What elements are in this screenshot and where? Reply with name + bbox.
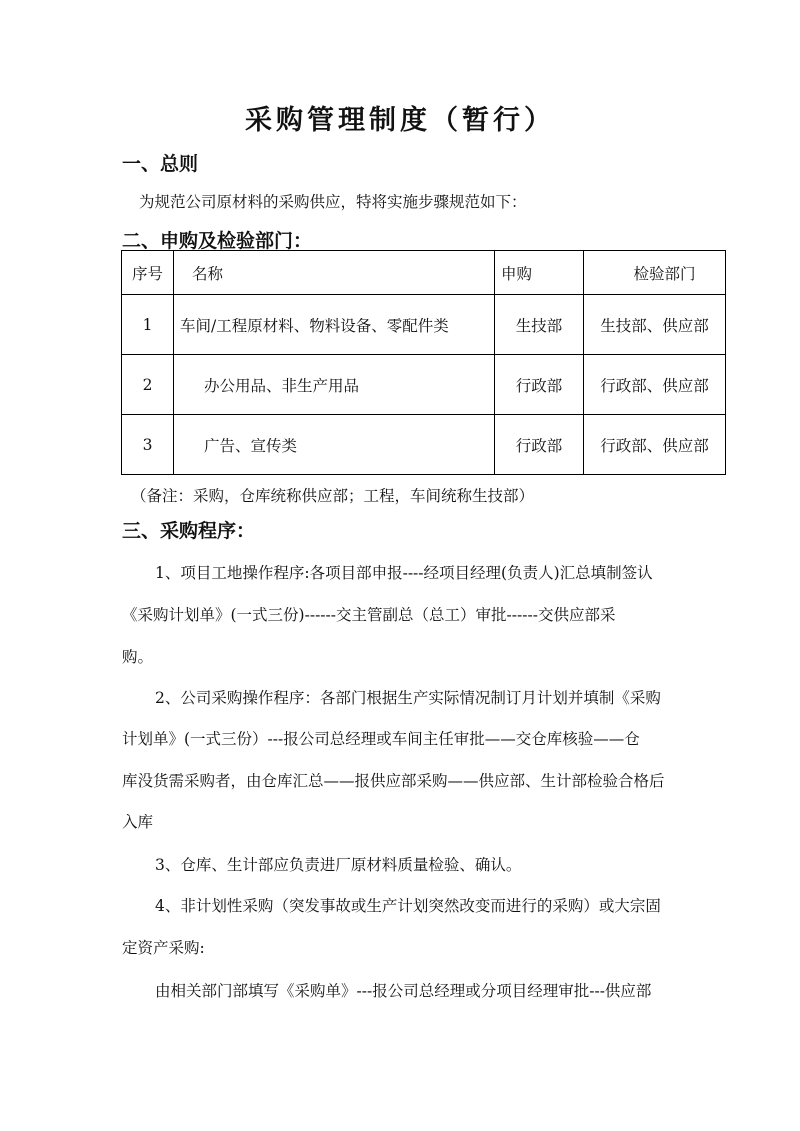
row-inspection: 行政部、供应部 [584,355,726,415]
header-apply: 申购 [495,251,584,295]
departments-table [121,250,726,475]
row-number: 2 [122,355,174,415]
table-row [122,355,726,415]
row-inspection: 行政部、供应部 [584,415,726,475]
procedure-line: 库没货需采购者，由仓库汇总——报供应部采购——供应部、生计部检验合格后 [122,772,665,790]
section-heading-departments: 二、申购及检验部门： [122,230,313,252]
procedure-line: 2、公司采购操作程序：各部门根据生产实际情况制订月计划并填制《采购 [155,689,661,707]
row-apply: 行政部 [495,415,584,475]
document-title: 采购管理制度（暂行） [245,105,555,136]
header-name: 名称 [174,251,495,295]
procedure-line: 1、项目工地操作程序:各项目部申报----经项目经理(负责人)汇总填制签认 [155,564,653,582]
table-header-row [122,251,726,295]
procedure-line: 计划单》(一式三份）---报公司总经理或车间主任审批——交仓库核验——仓 [122,730,640,748]
row-inspection: 生技部、供应部 [584,295,726,355]
table-note: （备注：采购，仓库统称供应部；工程，车间统称生技部） [131,487,535,505]
procedure-line: 《采购计划单》(一式三份)------交主管副总（总工）审批------交供应部采 [122,606,616,624]
row-number: 1 [122,295,174,355]
header-inspection: 检验部门 [584,251,726,295]
section-heading-procedure: 三、采购程序： [122,520,256,542]
procedure-line: 由相关部门部填写《采购单》---报公司总经理或分项目经理审批---供应部 [155,982,652,1000]
procedure-line: 定资产采购: [122,939,205,957]
general-text: 为规范公司原材料的采购供应，特将实施步骤规范如下： [139,193,527,211]
row-apply: 行政部 [495,355,584,415]
procedure-line: 3、仓库、生计部应负责进厂原材料质量检验、确认。 [155,856,522,874]
procedure-line: 入库 [122,813,154,831]
row-name: 广告、宣传类 [174,415,495,475]
procedure-line: 购。 [122,648,154,666]
row-name: 车间/工程原材料、物料设备、零配件类 [174,295,495,355]
table-row [122,295,726,355]
row-number: 3 [122,415,174,475]
header-number: 序号 [122,251,174,295]
procedure-line: 4、非计划性采购（突发事故或生产计划突然改变而进行的采购）或大宗固 [155,897,661,915]
section-heading-general: 一、总则 [122,153,199,175]
row-name: 办公用品、非生产用品 [174,355,495,415]
row-apply: 生技部 [495,295,584,355]
table-row [122,415,726,475]
